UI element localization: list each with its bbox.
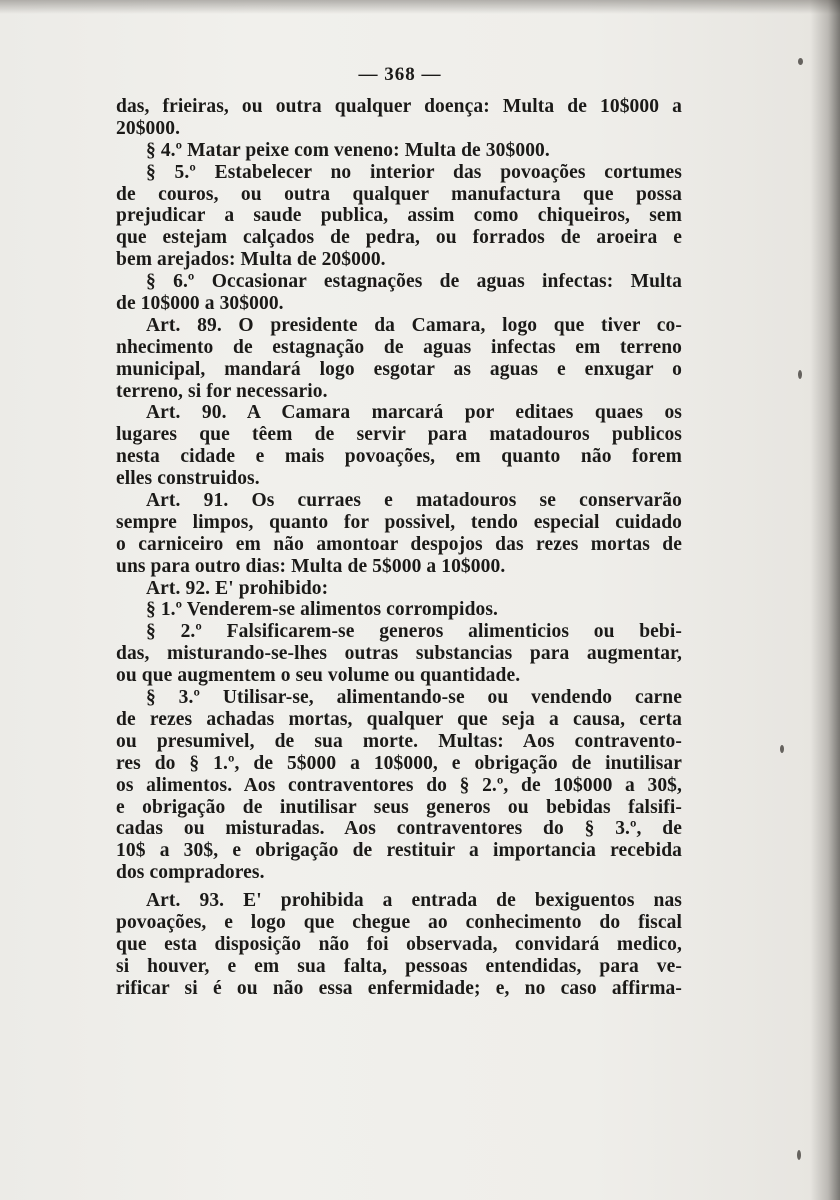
- text-line: Art. 90. A Camara marcará por editaes quaes os: [146, 402, 682, 424]
- text-line: de rezes achadas mortas, qualquer que seja a causa, certa: [116, 708, 682, 730]
- text-line: bem arejados: Multa de 20$000.: [116, 249, 386, 271]
- text-line: si houver, e em sua falta, pessoas entendidas, para ve-: [116, 955, 682, 977]
- text-line: de 10$000 a 30$000.: [116, 293, 284, 315]
- ink-speck: [798, 370, 802, 379]
- text-line: 20$000.: [116, 117, 181, 139]
- text-line: e obrigação de inutilisar seus generos ou bebidas falsifi-: [116, 796, 682, 818]
- text-line: prejudicar a saude publica, assim como chiqueiros, sem: [116, 205, 682, 227]
- text-line: Art. 91. Os curraes e matadouros se conservarão: [146, 490, 682, 512]
- text-line: dos compradores.: [116, 862, 265, 884]
- text-line: uns para outro dias: Multa de 5$000 a 10$000.: [116, 555, 506, 577]
- text-line: Art. 93. E' prohibida a entrada de bexiguentos nas: [146, 890, 682, 912]
- text-line: que esta disposição não foi observada, convidará medico,: [116, 933, 682, 955]
- text-line: § 1.º Venderem-se alimentos corrompidos.: [146, 599, 499, 621]
- text-line: das, frieiras, ou outra qualquer doença: Multa de 10$000 a: [116, 96, 682, 117]
- text-line: municipal, mandará logo esgotar as aguas e enxugar o: [116, 358, 682, 380]
- text-line: 10$ a 30$, e obrigação de restituir a importancia recebida: [116, 840, 682, 862]
- ink-speck: [780, 745, 784, 753]
- body-text: [116, 96, 682, 1000]
- text-line: rificar si é ou não essa enfermidade; e, no caso affirma-: [116, 977, 682, 999]
- text-line: Art. 92. E' prohibido:: [146, 577, 329, 599]
- text-line: § 4.º Matar peixe com veneno: Multa de 30$000.: [146, 139, 550, 161]
- text-line: nesta cidade e mais povoações, em quanto não forem: [116, 446, 682, 468]
- text-line: ou presumivel, de sua morte. Multas: Aos contravento-: [116, 730, 682, 752]
- page-top-shadow: [0, 0, 840, 14]
- text-line: § 5.º Estabelecer no interior das povoações cortumes: [146, 161, 682, 183]
- text-line: de couros, ou outra qualquer manufactura que possa: [116, 183, 682, 205]
- text-line: ou que augmentem o seu volume ou quantidade.: [116, 665, 521, 687]
- page-number: — 368 —: [358, 64, 442, 85]
- text-line: cadas ou misturadas. Aos contraventores do § 3.º, de: [116, 818, 682, 840]
- text-line: § 6.º Occasionar estagnações de aguas infectas: Multa: [146, 271, 682, 293]
- text-line: o carniceiro em não amontoar despojos das rezes mortas de: [116, 533, 682, 555]
- text-line: os alimentos. Aos contraventores do § 2.º, de 10$000 a 30$,: [116, 774, 682, 796]
- text-line: lugares que têem de servir para matadouros publicos: [116, 424, 682, 446]
- ink-speck: [797, 1150, 801, 1160]
- text-line: sempre limpos, quanto for possivel, tendo especial cuidado: [116, 511, 682, 533]
- text-line: Art. 89. O presidente da Camara, logo que tiver co-: [146, 314, 682, 336]
- text-line: elles construidos.: [116, 468, 260, 490]
- text-line: que estejam calçados de pedra, ou forrados de aroeira e: [116, 227, 682, 249]
- text-line: nhecimento de estagnação de aguas infectas em terreno: [116, 336, 682, 358]
- text-line: § 2.º Falsificarem-se generos alimenticios ou bebi-: [146, 621, 682, 643]
- text-line: res do § 1.º, de 5$000 a 10$000, e obrigação de inutilisar: [116, 752, 682, 774]
- text-line: § 3.º Utilisar-se, alimentando-se ou vendendo carne: [146, 687, 682, 709]
- page-right-shadow: [810, 0, 840, 1200]
- text-line: povoações, e logo que chegue ao conhecimento do fiscal: [116, 911, 682, 933]
- text-line: terreno, si for necessario.: [116, 380, 328, 402]
- ink-speck: [798, 58, 803, 65]
- text-line: das, misturando-se-lhes outras substancias para augmentar,: [116, 643, 682, 665]
